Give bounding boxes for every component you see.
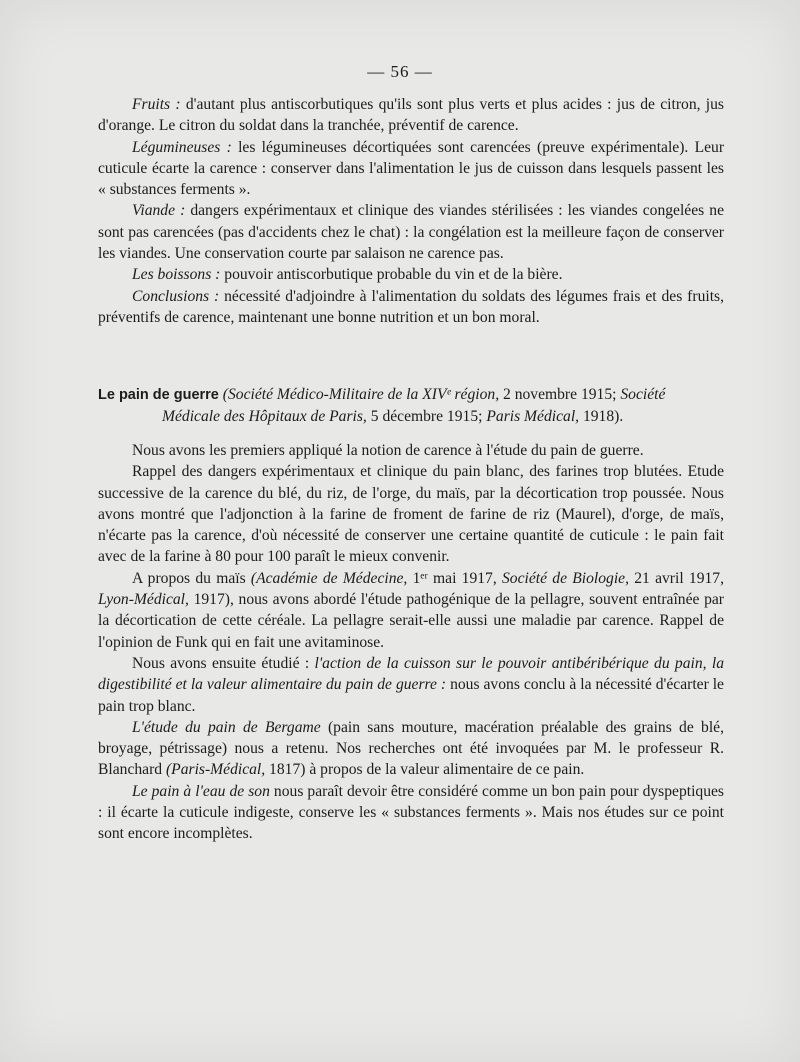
paragraph-conclusions: Conclusions : nécessité d'adjoindre à l'alimentation du soldats des légumes frais et des fruits, préventifs de carence, maintenant une bonne nutrition et un bon moral.: [98, 287, 724, 326]
heading-line-2: Médicale des Hôpitaux de Paris, 5 décembre 1915; Paris Médical, 1918).: [162, 408, 624, 425]
page-number: — 56 —: [367, 62, 433, 81]
paragraph-viande: Viande : dangers expérimentaux et clinique des viandes stérilisées : les viandes congelées ne sont pas carencées (pas d'accidents chez le chat) : la congélation est la meilleure façon de conserver les viandes. Une conservation courte par salaison ne carence pas.: [98, 202, 724, 263]
paragraph-boissons: Les boissons : pouvoir antiscorbutique probable du vin et de la bière.: [132, 266, 563, 284]
paragraph-intro: Nous avons les premiers appliqué la notion de carence à l'étude du pain de guerre.: [132, 442, 644, 459]
section-title: Le pain de guerre: [98, 387, 219, 403]
paragraph-legumineuses: Légumineuses : les légumineuses décortiquées sont carencées (preuve expérimentale). Leur cuticule écarte la carence : conserver dans l'alimentation le jus de cuisson dans lesquels passent les « substances ferments ».: [98, 138, 725, 199]
paragraph-pain-son: Le pain à l'eau de son nous paraît devoir être considéré comme un bon pain pour dyspeptiques : il écarte la cuticule indigeste, conserve les « substances ferments ». Mais nos études sur ce point sont encore incomplètes.: [98, 782, 725, 843]
paragraph-fruits: Fruits : d'autant plus antiscorbutiques qu'ils sont plus verts et plus acides : jus de citron, jus d'orange. Le citron du soldat dans la tranchée, préventif de carence.: [98, 96, 724, 135]
paragraph-rappel: Rappel des dangers expérimentaux et clinique du pain blanc, des farines trop blutées. Etude successive de la carence du blé, du riz, de l'orge, du maïs, par la décortication trop poussée. Nous avons montré que l'adjonction à la farine de froment de farine de riz (Maurel), d'orge, de maïs, n'écarte pas la carence, d'où nécessité de conserver une certaine quantité de cuticule : le pain fait avec de la farine à 80 pour 100 paraît le mieux convenir.: [98, 463, 724, 566]
section-heading: [98, 384, 724, 427]
body-section: [98, 440, 724, 845]
paragraph-mais: A propos du maïs (Académie de Médecine, 1ᵉʳ mai 1917, Société de Biologie, 21 avril 1917, Lyon-Médical, 1917), nous avons abordé l'étude pathogénique de la pellagre, souvent entraînée par la décortication de cette céréale. La pellagre serait-elle aussi une maladie par carence. Rappel de l'opinion de Funk qui en fait une avitaminose.: [98, 569, 725, 651]
top-section: [98, 94, 724, 328]
heading-line-1: Le pain de guerre (Société Médico-Militaire de la XIVᵉ région, 2 novembre 1915; Société: [98, 386, 666, 403]
paragraph-bergame: L'étude du pain de Bergame (pain sans mouture, macération préalable des grains de blé, broyage, pétrissage) nous a retenu. Nos recherches ont été invoquées par M. le professeur R. Blanchard (Paris-Médical, 1817) à propos de la valeur alimentaire de ce pain.: [98, 718, 725, 779]
paragraph-cuisson: Nous avons ensuite étudié : l'action de la cuisson sur le pouvoir antibéribérique du pain, la digestibilité et la valeur alimentaire du pain de guerre : nous avons conclu à la nécessité d'écarter le pain trop blanc.: [98, 654, 724, 715]
